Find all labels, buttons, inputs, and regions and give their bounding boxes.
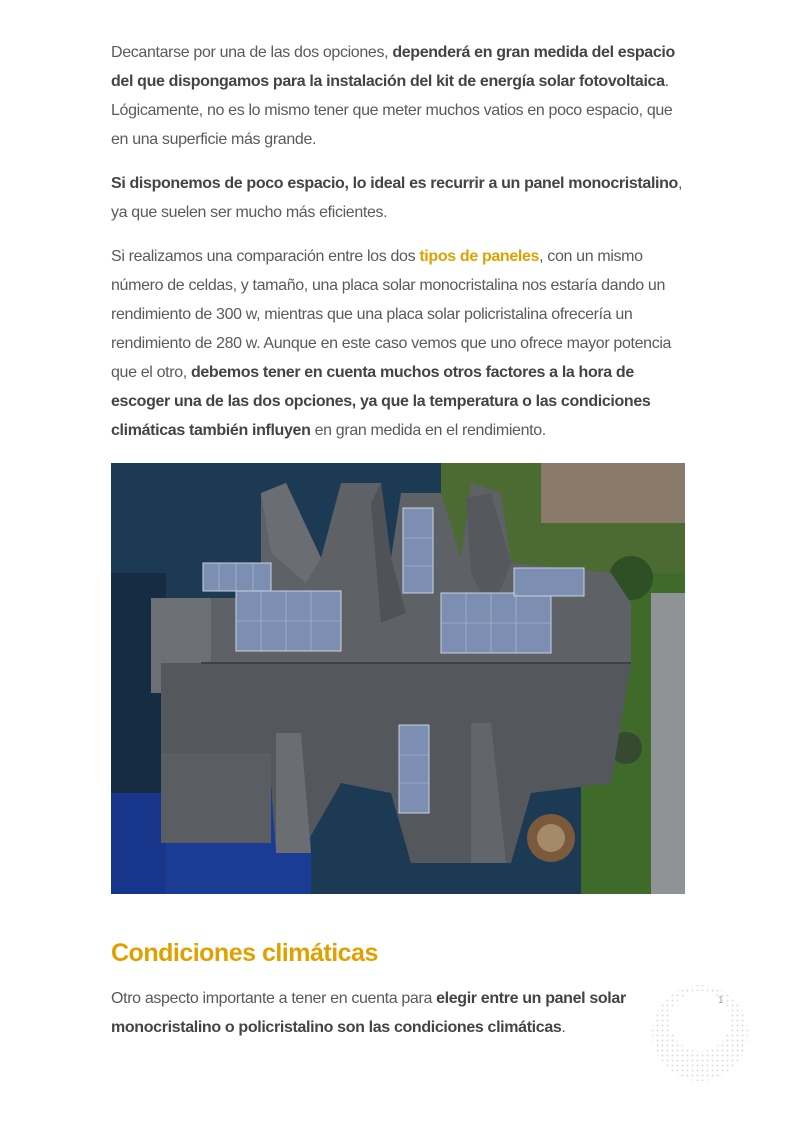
text-span: , ya que suelen ser mucho más eficientes.: [111, 175, 683, 221]
text-span: . Lógicamente, no es lo mismo tener que meter muchos vatios en poco espacio, que en una superficie más grande.: [111, 73, 673, 148]
text-span: Si realizamos una comparación entre los dos: [111, 248, 420, 265]
text-span: Otro aspecto importante a tener en cuenta para: [111, 990, 437, 1007]
text-span: , con un mismo número de celdas, y tamaño, una placa solar monocristalina nos estaría dando un rendimiento de 300 w, mientras que una placa solar policristalina ofrecería un rendimiento de 280 w. Aunque en este caso vemos que uno ofrece mayor potencia que el otro,: [111, 248, 672, 381]
paragraph-3: [111, 242, 686, 445]
paragraph-4: [111, 984, 671, 1042]
page-badge-number: 1: [718, 995, 724, 1006]
article-body: [111, 38, 686, 460]
paragraph-2: [111, 169, 686, 227]
decorative-dot-badge: [650, 983, 750, 1083]
aerial-house-solar-photo: [111, 463, 685, 894]
text-span: Decantarse por una de las dos opciones,: [111, 44, 393, 61]
section-heading: Condiciones climáticas: [111, 939, 378, 967]
text-span: .: [561, 1019, 566, 1036]
house-illustration: [111, 463, 685, 894]
bold-span: elegir entre un panel solar monocristalino o policristalino son las condiciones climáticas: [111, 990, 626, 1036]
paragraph-1: [111, 38, 686, 154]
bold-span: dependerá en gran medida del espacio del que dispongamos para la instalación del kit de energía solar fotovoltaica: [111, 44, 675, 90]
bold-span: Si disponemos de poco espacio, lo ideal es recurrir a un panel monocristalino: [111, 175, 678, 192]
panel-types-link[interactable]: tipos de paneles: [419, 248, 540, 265]
text-span: en gran medida en el rendimiento.: [310, 422, 546, 439]
bold-span: debemos tener en cuenta muchos otros factores a la hora de escoger una de las dos opciones, ya que la temperatura o las condiciones climáticas también influyen: [111, 364, 651, 439]
